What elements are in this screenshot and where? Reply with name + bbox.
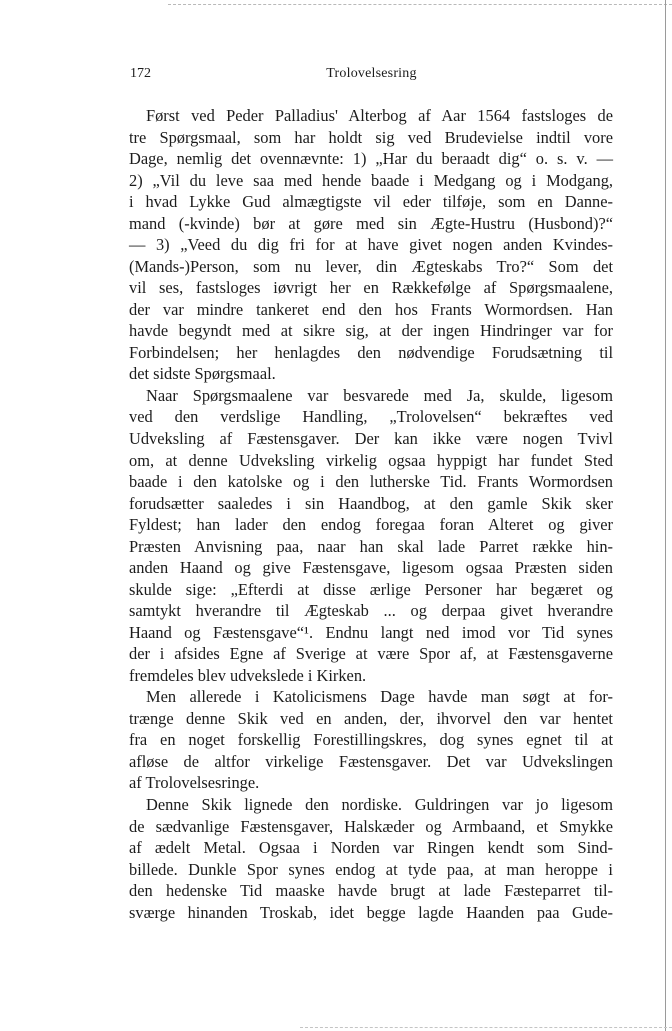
running-title: Trolovelsesring	[326, 66, 417, 81]
page-number: 172	[130, 66, 151, 81]
text-line: Forbindelsen; her henlagdes den nødvendige Forudsætning til	[129, 342, 613, 362]
text-line: 2) „Vil du leve saa med hende baade i Medgang og i Modgang,	[129, 170, 613, 190]
text-line: trænge denne Skik ved en anden, der, ihvorvel den var hentet	[129, 708, 613, 728]
text-line: af ædelt Metal. Ogsaa i Norden var Ringen kendt som Sind-	[129, 838, 613, 858]
text-line: Dage, nemlig det ovennævnte: 1) „Har du beraadt dig“ o. s. v. —	[129, 149, 613, 169]
text-line: skulde sige: „Efterdi at disse ærlige Personer har begæret og	[129, 579, 613, 599]
text-line: tre Spørgsmaal, som har holdt sig ved Brudevielse indtil vore	[129, 127, 613, 147]
text-line: baade i den katolske og i den lutherske Tid. Frants Wormordsen	[129, 472, 613, 492]
text-line: samtykt hverandre til Ægteskab ... og derpaa givet hverandre	[129, 601, 613, 621]
body-text	[129, 105, 613, 923]
text-line: Udveksling af Fæstensgaver. Der kan ikke være nogen Tvivl	[129, 428, 613, 448]
text-line: Fyldest; han lader den endog foregaa foran Alteret og giver	[129, 515, 613, 535]
running-head	[130, 66, 613, 86]
text-line: anden Haand og give Fæstensgave, ligesom ogsaa Præsten siden	[129, 558, 613, 578]
text-line: havde begyndt med at sikre sig, at der ingen Hindringer var for	[129, 321, 613, 341]
text-line: Naar Spørgsmaalene var besvarede med Ja, skulde, ligesom	[146, 385, 613, 405]
text-line: Men allerede i Katolicismens Dage havde man søgt at for-	[146, 687, 613, 707]
scan-edge-bottom	[300, 1027, 672, 1028]
text-line: Haand og Fæstensgave“¹. Endnu langt ned imod vor Tid synes	[129, 622, 613, 642]
text-line: den hedenske Tid maaske havde brugt at lade Fæsteparret til-	[129, 881, 613, 901]
text-line: i hvad Lykke Gud almægtigste vil eder tilføje, som en Danne-	[129, 192, 613, 212]
text-line: vil ses, fastsloges iøvrigt her en Rækkefølge af Spørgsmaalene,	[129, 278, 613, 298]
text-line: det sidste Spørgsmaal.	[129, 364, 276, 384]
text-line: sværge hinanden Troskab, idet begge lagde Haanden paa Gude-	[129, 902, 613, 922]
text-line: ved den verdslige Handling, „Trolovelsen“ bekræftes ved	[129, 407, 613, 427]
text-line: afløse de altfor virkelige Fæstensgaver. Det var Udvekslingen	[129, 751, 613, 771]
text-line: — 3) „Veed du dig fri for at have givet nogen anden Kvindes-	[129, 235, 613, 255]
text-line: der var mindre tankeret end den hos Frants Wormordsen. Han	[129, 299, 613, 319]
text-line: der i afsides Egne af Sverige at være Spor af, at Fæstensgaverne	[129, 644, 613, 664]
text-line: af Trolovelsesringe.	[129, 773, 260, 793]
text-line: Denne Skik lignede den nordiske. Guldringen var jo ligesom	[146, 795, 613, 814]
scan-edge-right	[665, 0, 666, 1031]
text-line: mand (-kvinde) bør at gøre med sin Ægte-Hustru (Husbond)?“	[129, 213, 613, 233]
text-line: Præsten Anvisning paa, naar han skal lade Parret række hin-	[129, 536, 613, 556]
text-line: om, at denne Udveksling virkelig ogsaa hyppigt har fundet Sted	[129, 450, 613, 470]
text-line: forudsætter saaledes i sin Haandbog, at den gamle Skik sker	[129, 493, 613, 513]
text-line: (Mands-)Person, som nu lever, din Ægteskabs Tro?“ Som det	[129, 256, 613, 276]
text-line: de sædvanlige Fæstensgaver, Halskæder og Armbaand, et Smykke	[129, 816, 613, 836]
text-line: Først ved Peder Palladius' Alterbog af Aar 1564 fastsloges de	[146, 106, 613, 125]
text-line: billede. Dunkle Spor synes endog at tyde paa, at man heroppe i	[129, 859, 613, 879]
text-line: fremdeles blev udvekslede i Kirken.	[129, 665, 367, 685]
text-line: fra en noget forskellig Forestillingskres, dog synes egnet til at	[129, 730, 613, 750]
scan-edge-top	[168, 4, 672, 5]
